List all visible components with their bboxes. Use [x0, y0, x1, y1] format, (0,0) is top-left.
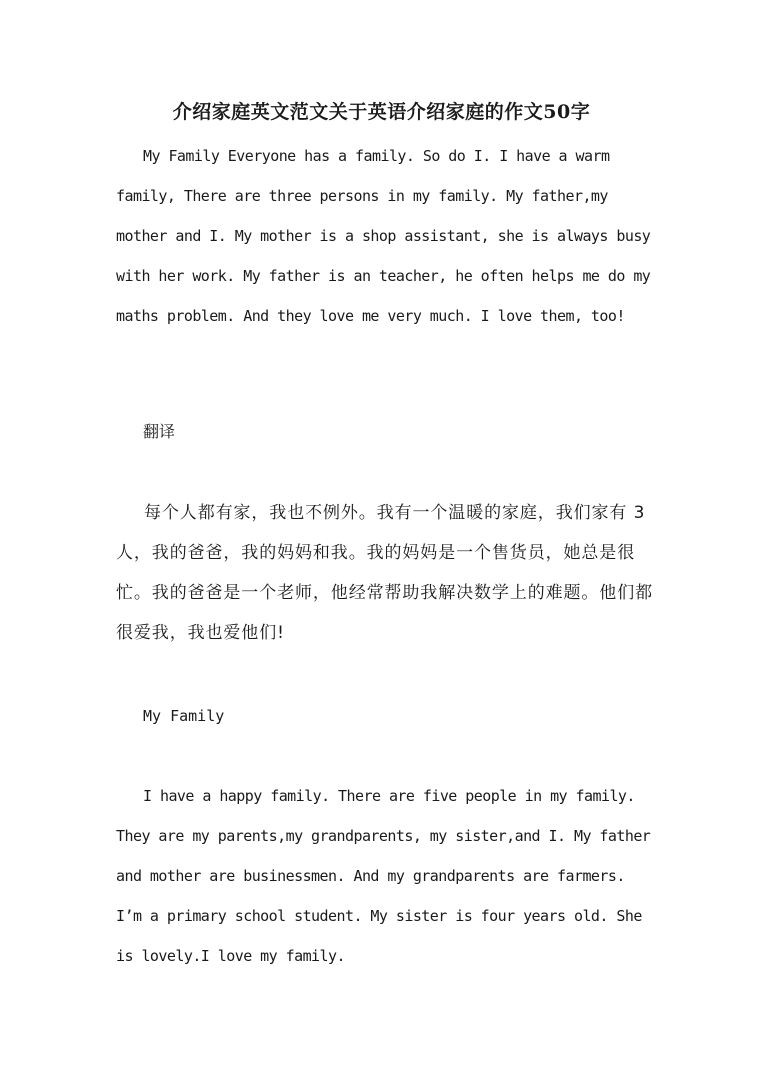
page-title: 介绍家庭英文范文关于英语介绍家庭的作文50字: [172, 101, 591, 123]
essay-heading-my-family: My Family: [143, 707, 225, 725]
essay-paragraph-warm-family: My Family Everyone has a family. So do I. I have a warm family, There are three persons in my family. My father,my mother and I. My mother is a shop assistant, she is always busy with her work. My father is an teacher, he often helps me do my maths problem. And they love me very much. I love them, too!: [116, 147, 651, 325]
translation-paragraph: 每个人都有家，我也不例外。我有一个温暖的家庭，我们家有 3 人，我的爸爸，我的妈妈和我。我的妈妈是一个售货员，她总是很忙。我的爸爸是一个老师，他经常帮助我解决数学上的难题。他们都很爱我，我也爱他们!: [116, 503, 653, 643]
translation-heading: 翻译: [143, 422, 176, 441]
essay-paragraph-happy-family: I have a happy family. There are five people in my family. They are my parents,my grandparents, my sister,and I. My father and mother are businessmen. And my grandparents are farmers. I’m a primary school student. My sister is four years old. She is lovely.I love my family.: [116, 787, 651, 965]
